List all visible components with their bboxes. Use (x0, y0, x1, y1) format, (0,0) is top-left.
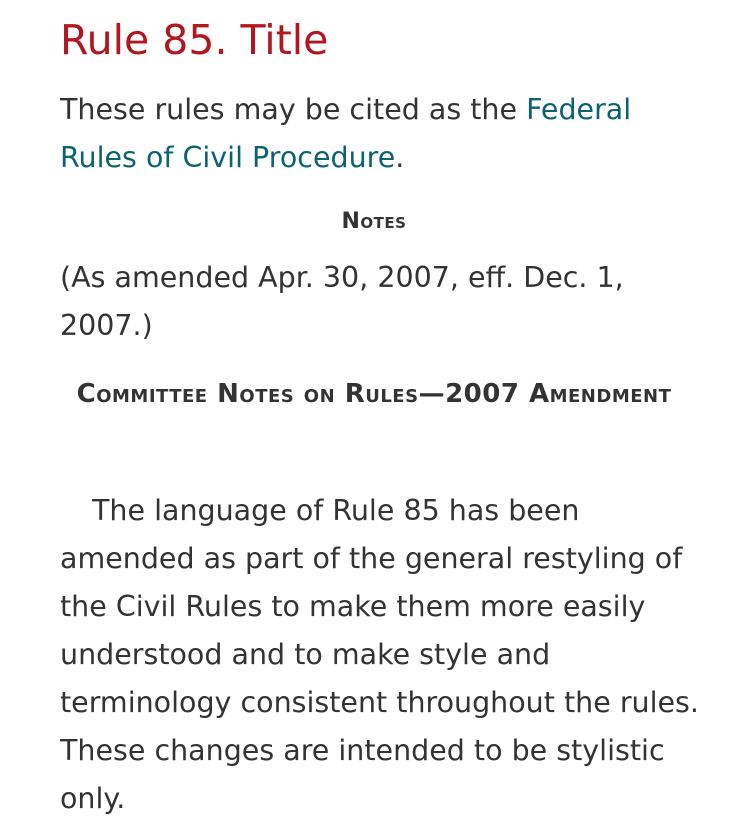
committee-notes-heading: Committee Notes on Rules—2007 Amendment (76, 379, 672, 409)
citation-suffix: . (395, 141, 405, 174)
citation-paragraph (60, 86, 700, 182)
federal-rules-link[interactable]: Federal Rules of Civil Procedure (60, 93, 632, 174)
amendment-history: (As amended Apr. 30, 2007, eff. Dec. 1, 2007.) (60, 261, 624, 342)
committee-notes-paragraph: The language of Rule 85 has been amended as part of the general restyling of the Civil Rules to make them more easily understood and to make style and terminology consistent throughout the rules. These changes are intended to be stylistic only. (60, 494, 699, 815)
notes-heading: Notes (341, 209, 407, 234)
rule-title: Rule 85. Title (60, 16, 329, 64)
citation-prefix: These rules may be cited as the (60, 93, 527, 126)
